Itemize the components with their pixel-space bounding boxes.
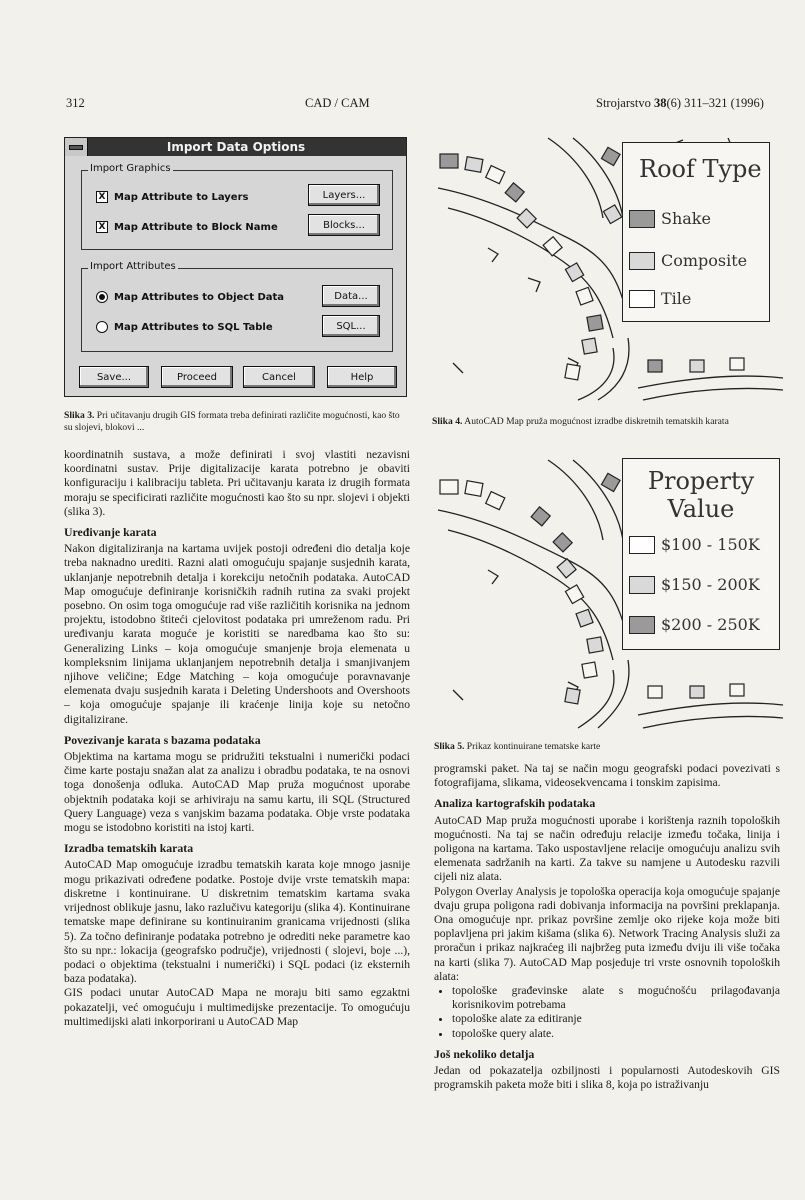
map-attr-sql-label: Map Attributes to SQL Table [114, 321, 273, 333]
right-paragraph-1: programski paket. Na taj se način mogu geografski podaci povezivati s fotografijama, slikama, videosekvencama i tonskim zapisima. [434, 762, 780, 790]
dialog-title: Import Data Options [166, 140, 306, 154]
cancel-button[interactable]: Cancel [243, 366, 315, 388]
value-200-250k-swatch [629, 616, 655, 634]
map-attr-object-radio[interactable] [96, 291, 108, 303]
left-paragraph-2: Nakon digitaliziranja na kartama uvijek postoji određeni dio detalja koje treba naknadno urediti. Razni alati omogućuju spajanje susjednih karata, uklanjanje nepotrebnih detalja i korekciju netočnih podataka. AutoCAD Map omogućuje definiranje korisničkih radnih rutina za svaki projekt posebno. On osim toga omogućuje rad više različitih korisnika na jednom projektu, istodobno štiteći cjelovitost podataka pri umreženom radu. Pri uređivanju karata moguće je koristiti se naredbama kao što su: Generalizing Links – koja omogućuje smanjenje broja elemenata u kompleksnim linijama uklanjanjem nepotrebnih detalja i smanjivanjem njihove veličine; Edge Matching – koja omogućuje poravnavanje elemenata dvaju susjednih karata i Deleting Undershoots and Overshoots – koja omogućuje spajanje ili kraćenje linija koje su netočno digitalizirane. [64, 542, 410, 726]
figure-3-caption: Slika 3. Pri učitavanju drugih GIS formata treba definirati različite mogućnosti, kao što su slojevi, blokovi ... [64, 410, 400, 433]
legend-item-100-150k: $100 - 150K [629, 535, 760, 554]
composite-swatch [629, 252, 655, 270]
value-100-150k-swatch [629, 536, 655, 554]
import-attributes-group [81, 261, 393, 352]
figure-5-caption: Slika 5. Prikaz kontinuirane tematske karte [434, 741, 601, 752]
map-attr-object-label: Map Attributes to Object Data [114, 291, 285, 303]
blocks-button[interactable]: Blocks... [308, 214, 380, 236]
left-paragraph-3: Objektima na kartama mogu se pridružiti tekstualni i numerički podaci čime karte postaju snažan alat za analizu i obradbu podataka, te na osnovi toga donošenja odluka. AutoCAD Map pruža mogućnost uporabe objektnih podataka koji se arhiviraju na samu kartu, ili SQL (Structured Query Language) veza s vanjskim bazama podataka. Obje vrste podataka mogu se istodobno koristiti na istoj karti. [64, 750, 410, 835]
roof-type-legend [622, 142, 770, 322]
system-menu-icon[interactable] [65, 138, 88, 156]
heading-povezivanje-karata: Povezivanje karata s bazama podataka [64, 732, 261, 747]
left-paragraph-4: AutoCAD Map omogućuje izradbu tematskih karata koje mnogo jasnije mogu prikazivati određene podatke. Postoje dvije vrste tematskih mapa: diskretne i kontinuirane. U diskretnim tematskim kartama svaka vrijednost oblikuje jasnu, lako razlučivu kategoriju (slika 4). Kontinuirane tematske mape definirane su kontinuiranim granicama vrijednosti (slika 5). Za točno definiranje podataka potrebno je odrediti neke parametre kao što su npr.: lokacija (geografsko područje), vrijednosti ( slojevi, boje ...), podaci o objektima (tekstualni i numerički) i SQL podaci (iz eksternih baza podataka). [64, 858, 410, 986]
left-paragraph-5: GIS podaci unutar AutoCAD Mapa ne moraju biti samo egzaktni pokazatelji, već omogućuju i multimedijske prezentacije. To omogućuju multimedijski alati inkorporirani u AutoCAD Map [64, 986, 410, 1028]
value-150-200k-swatch [629, 576, 655, 594]
journal-section: CAD / CAM [305, 96, 370, 110]
map-attr-sql-radio[interactable] [96, 321, 108, 333]
legend-item-tile: Tile [629, 289, 691, 308]
legend-item-composite: Composite [629, 251, 747, 270]
map-attr-block-label: Map Attribute to Block Name [114, 221, 278, 233]
topology-tools-list [434, 984, 780, 1041]
list-item: • topološke alate za editiranje [452, 1012, 780, 1026]
shake-swatch [629, 210, 655, 228]
heading-jos-nekoliko-detalja: Još nekoliko detalja [434, 1046, 535, 1061]
heading-izradba-tematskih-karata: Izradba tematskih karata [64, 841, 194, 856]
list-item: • topološke građevinske alate s mogućnošću prilagođavanja korisnikovim potrebama [452, 984, 780, 1012]
import-data-options-dialog [64, 137, 407, 397]
heading-uredivanje-karata: Uređivanje karata [64, 525, 157, 540]
map-attr-block-option[interactable] [96, 221, 278, 233]
data-button[interactable]: Data... [322, 285, 380, 307]
page-number: 312 [66, 96, 85, 110]
figure-4-caption: Slika 4. AutoCAD Map pruža mogućnost izradbe diskretnih tematskih karata [432, 416, 729, 427]
legend-item-shake: Shake [629, 209, 711, 228]
legend-item-150-200k: $150 - 200K [629, 575, 760, 594]
help-button[interactable]: Help [327, 366, 397, 388]
list-item: • topološke query alate. [452, 1027, 780, 1041]
right-paragraph-2: AutoCAD Map pruža mogućnosti uporabe i korištenja raznih topoloških mogućnosti. Na taj se način određuju relacije između točaka, linija i poligona na kartama. Tako uspostavljene relacije omogućuju analizu svih elemenata sadržanih na karti. Za takve su namjene u Autodesku razvili cijeli niz alata. [434, 813, 780, 884]
property-value-legend [622, 458, 780, 650]
left-paragraph-1: koordinatnih sustava, a može definirati i svoj vlastiti nezavisni koordinatni sustav. Prije digitalizacije karata potrebno je obaviti konfiguraciju i kalibraciju tableta. Pri učitavanju karata iz drugih formata moraju se specificirati različite mogućnosti kao što su npr. slojevi i objekti (slika 3). [64, 448, 410, 518]
layers-button[interactable]: Layers... [308, 184, 380, 206]
tile-swatch [629, 290, 655, 308]
legend-item-200-250k: $200 - 250K [629, 615, 760, 634]
map-attr-layers-label: Map Attribute to Layers [114, 191, 249, 203]
left-text-column [64, 448, 410, 1029]
heading-analiza-kartografskih-podataka: Analiza kartografskih podataka [434, 796, 596, 811]
map-attr-block-checkbox[interactable]: X [96, 221, 108, 233]
right-text-column [434, 762, 780, 1092]
map-attr-object-option[interactable] [96, 291, 284, 303]
roof-type-legend-title: Roof Type [639, 155, 762, 183]
import-graphics-label: Import Graphics [90, 163, 171, 174]
import-graphics-group [81, 163, 393, 250]
import-attributes-label: Import Attributes [90, 261, 176, 272]
right-paragraph-4: Jedan od pokazatelja ozbiljnosti i popularnosti Autodeskovih GIS programskih paketa može biti i slika 8, koja po istraživanju [434, 1064, 780, 1092]
dialog-titlebar [65, 138, 406, 156]
save-button[interactable]: Save... [79, 366, 149, 388]
citation: Strojarstvo 38(6) 311–321 (1996) [596, 96, 764, 110]
sql-button[interactable]: SQL... [322, 315, 380, 337]
proceed-button[interactable]: Proceed [161, 366, 233, 388]
map-attr-layers-option[interactable] [96, 191, 248, 203]
map-attr-sql-option[interactable] [96, 321, 273, 333]
property-value-legend-title: Property Value [647, 467, 755, 523]
map-attr-layers-checkbox[interactable]: X [96, 191, 108, 203]
right-paragraph-3: Polygon Overlay Analysis je topološka operacija koja omogućuje spajanje dvaju grupa poligona radi dobivanja informacija na površini preklapanja. Ona omogućuje npr. prikaz površine zemlje oko rijeke koja može biti poplavljena pri jakim kišama (slika 6). Network Tracing Analysis služi za proračun i prikaz najkraćeg ili najbržeg puta između dviju ili više točaka na karti (slika 7). AutoCAD Map posjeduje tri vrste osnovnih topoloških alata: [434, 884, 780, 983]
